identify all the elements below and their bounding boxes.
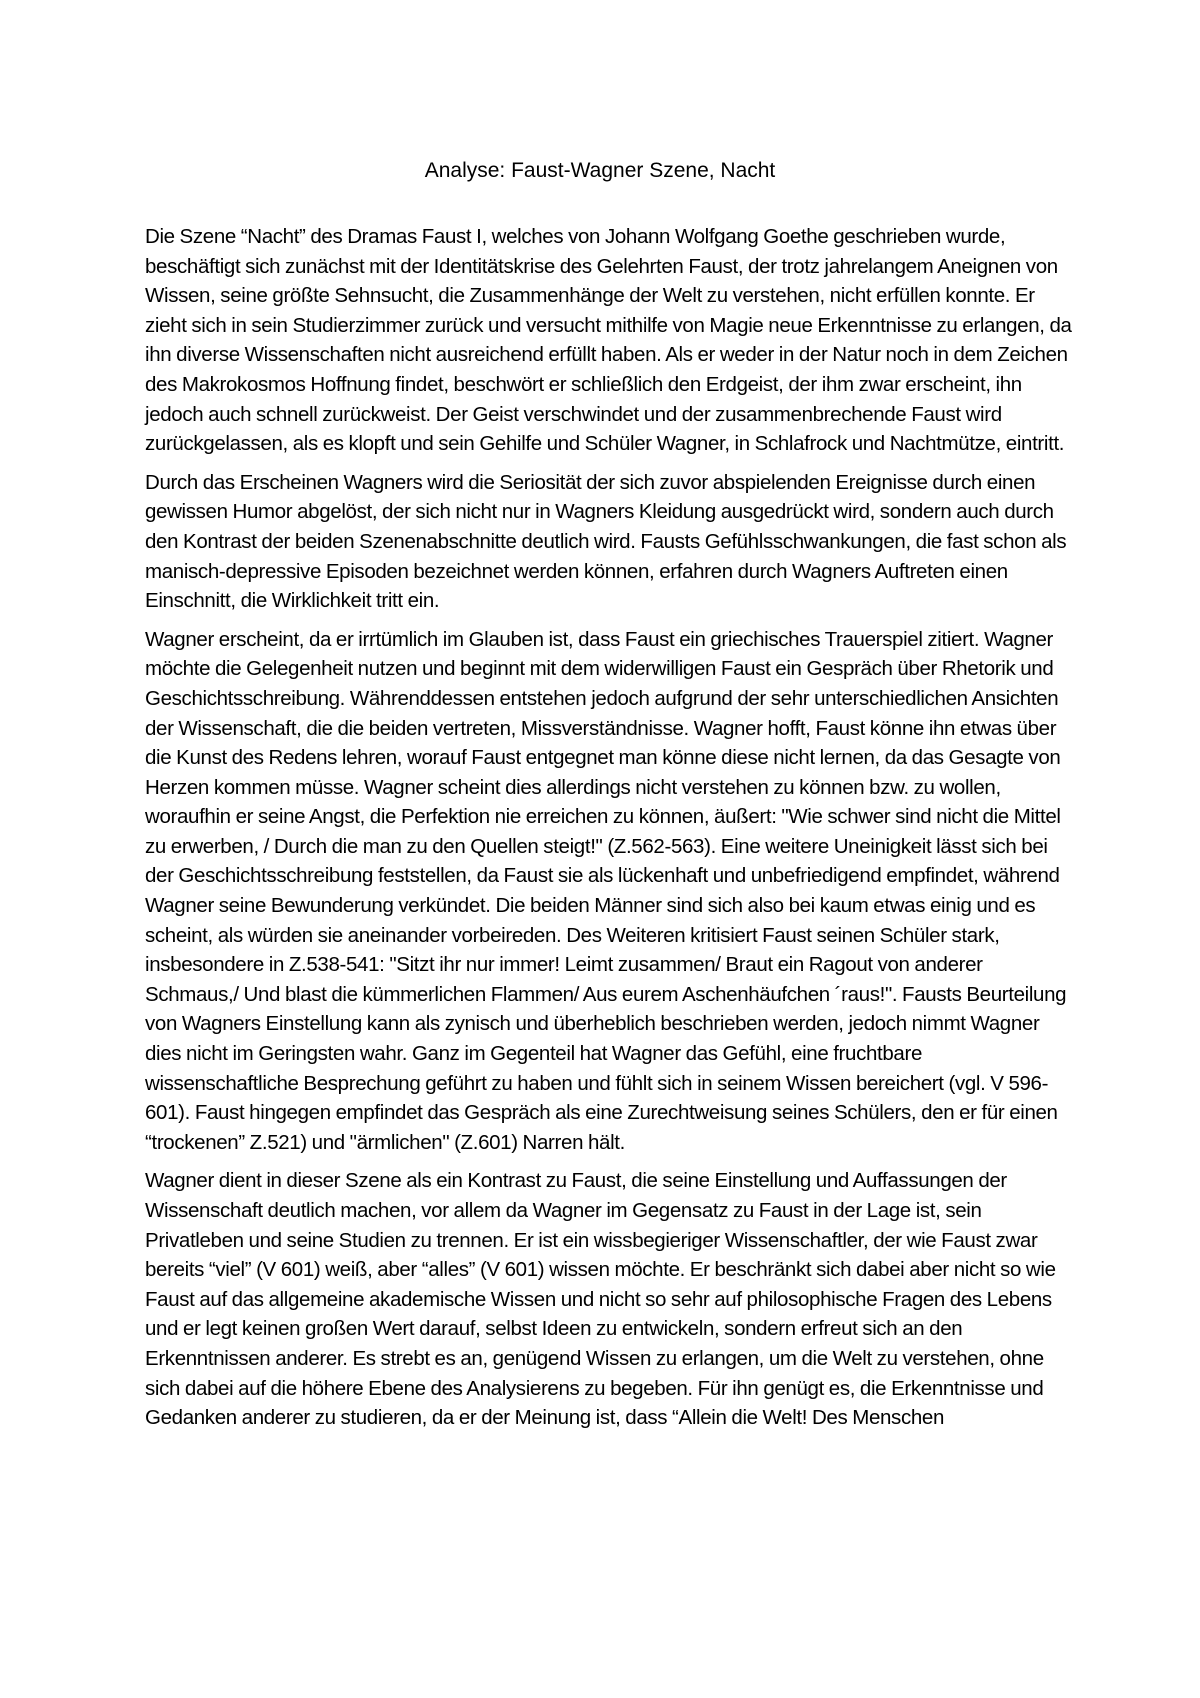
paragraph-2: Durch das Erscheinen Wagners wird die Seriosität der sich zuvor abspielenden Ereignisse durch einen gewissen Humor abgelöst, der sich nicht nur in Wagners Kleidung ausgedrückt wird, sondern auch durch den Kontrast der beiden Szenenabschnitte deutlich wird. Fausts Gefühlsschwankungen, die fast schon als manisch-depressive Episoden bezeichnet werden können, erfahren durch Wagners Auftreten einen Einschnitt, die Wirklichkeit tritt ein.	[145, 470, 1067, 613]
paragraph-1: Die Szene “Nacht” des Dramas Faust I, welches von Johann Wolfgang Goethe geschrieben wurde, beschäftigt sich zunächst mit der Identitätskrise des Gelehrten Faust, der trotz jahrelangem Aneignen von Wissen, seine größte Sehnsucht, die Zusammenhänge der Welt zu verstehen, nicht erfüllen konnte. Er zieht sich in sein Studierzimmer zurück und versucht mithilfe von Magie neue Erkenntnisse zu erlangen, da ihn diverse Wissenschaften nicht ausreichend erfüllt haben. Als er weder in der Natur noch in dem Zeichen des Makrokosmos Hoffnung findet, beschwört er schließlich den Erdgeist, der ihm zwar erscheint, ihn jedoch auch schnell zurückweist. Der Geist verschwindet und der zusammenbrechende Faust wird zurückgelassen, als es klopft und sein Gehilfe und Schüler Wagner, in Schlafrock und Nachtmütze, eintritt.	[145, 225, 1072, 456]
document-body	[145, 222, 1075, 1442]
paragraph-4: Wagner dient in dieser Szene als ein Kontrast zu Faust, die seine Einstellung und Auffassungen der Wissenschaft deutlich machen, vor allem da Wagner im Gegensatz zu Faust in der Lage ist, sein Privatleben und seine Studien zu trennen. Er ist ein wissbegieriger Wissenschaftler, der wie Faust zwar bereits “viel” (V 601) weiß, aber “alles” (V 601) wissen möchte. Er beschränkt sich dabei aber nicht so wie Faust auf das allgemeine akademische Wissen und nicht so sehr auf philosophische Fragen des Lebens und er legt keinen großen Wert darauf, selbst Ideen zu entwickeln, sondern erfreut sich an den Erkenntnissen anderer. Es strebt es an, genügend Wissen zu erlangen, um die Welt zu verstehen, ohne sich dabei auf die höhere Ebene des Analysierens zu begeben. Für ihn genügt es, die Erkenntnisse und Gedanken anderer zu studieren, da er der Meinung ist, dass “Allein die Welt! Des Menschen	[145, 1169, 1056, 1430]
document-title: Analyse: Faust-Wagner Szene, Nacht	[424, 159, 776, 182]
paragraph-3: Wagner erscheint, da er irrtümlich im Glauben ist, dass Faust ein griechisches Trauerspiel zitiert. Wagner möchte die Gelegenheit nutzen und beginnt mit dem widerwilligen Faust ein Gespräch über Rhetorik und Geschichtsschreibung. Währenddessen entstehen jedoch aufgrund der sehr unterschiedlichen Ansichten der Wissenschaft, die die beiden vertreten, Missverständnisse. Wagner hofft, Faust könne ihn etwas über die Kunst des Redens lehren, worauf Faust entgegnet man könne diese nicht lernen, da das Gesagte von Herzen kommen müsse. Wagner scheint dies allerdings nicht verstehen zu können bzw. zu wollen, woraufhin er seine Angst, die Perfektion nie erreichen zu können, äußert: "Wie schwer sind nicht die Mittel zu erwerben, / Durch die man zu den Quellen steigt!" (Z.562-563). Eine weitere Uneinigkeit lässt sich bei der Geschichtsschreibung feststellen, da Faust sie als lückenhaft und unbefriedigend empfindet, während Wagner seine Bewunderung verkündet. Die beiden Männer sind sich also bei kaum etwas einig und es scheint, als würden sie aneinander vorbeireden. Des Weiteren kritisiert Faust seinen Schüler stark, insbesondere in Z.538-541: "Sitzt ihr nur immer! Leimt zusammen/ Braut ein Ragout von anderer Schmaus,/ Und blast die kümmerlichen Flammen/ Aus eurem Aschenhäufchen ´raus!". Fausts Beurteilung von Wagners Einstellung kann als zynisch und überheblich beschrieben werden, jedoch nimmt Wagner dies nicht im Geringsten wahr. Ganz im Gegenteil hat Wagner das Gefühl, eine fruchtbare wissenschaftliche Besprechung geführt zu haben und fühlt sich in seinem Wissen bereichert (vgl. V 596-601). Faust hingegen empfindet das Gespräch als eine Zurechtweisung seines Schülers, den er für einen “trockenen” Z.521) und "ärmlichen" (Z.601) Narren hält.	[145, 627, 1067, 1154]
